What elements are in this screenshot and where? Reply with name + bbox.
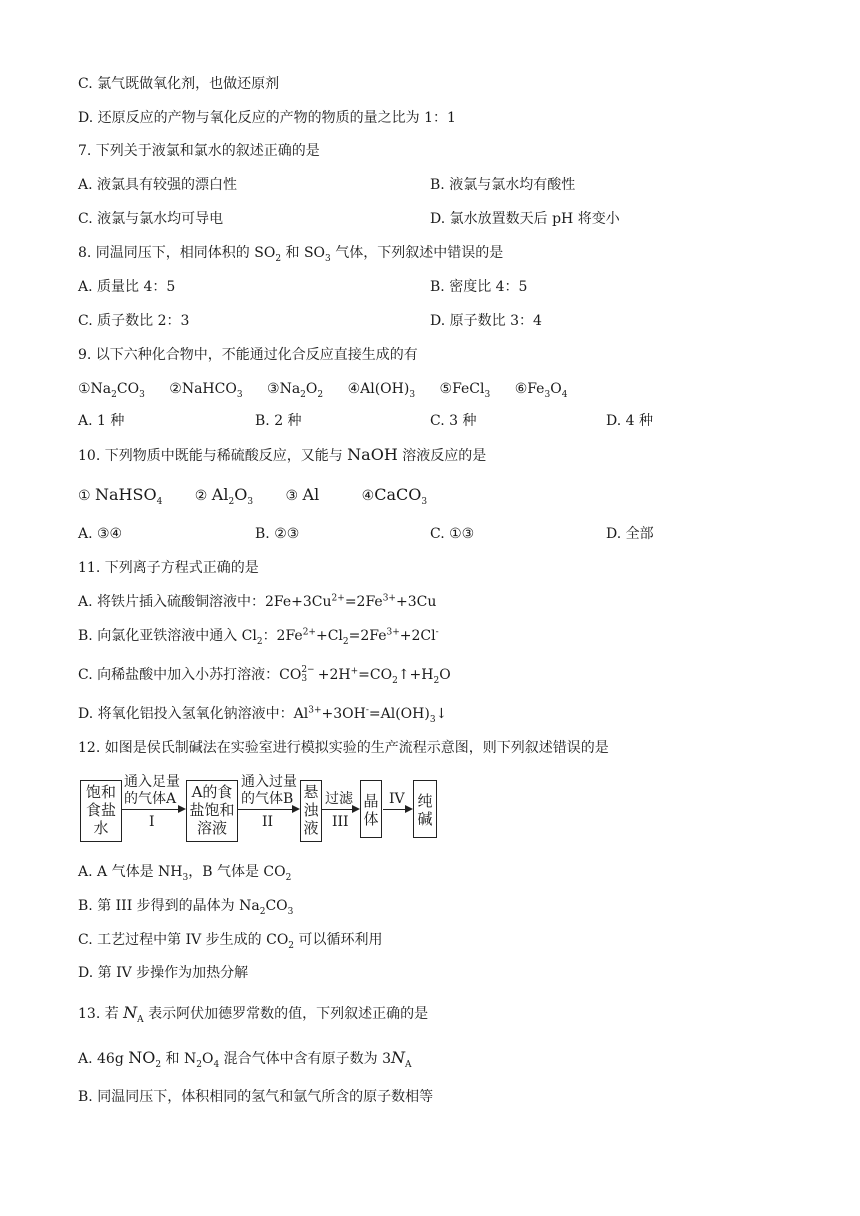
flow-arrow-1 — [122, 809, 184, 810]
q8-stem: 8. 同温同压下，相同体积的 $SO_2$ 和 $SO_3$ 气体，下列叙述中错误的是 — [78, 245, 504, 264]
q10-option-a: A. ③④ — [78, 526, 123, 542]
q7-option-b: B. 液氯与氯水均有酸性 — [430, 177, 576, 193]
q13-stem: 13. 若 $N_A$ 表示阿伏加德罗常数的值，下列叙述正确的是 — [78, 1003, 429, 1025]
flow-label-2a: 通入过量 — [241, 774, 297, 790]
q10-option-c: C. ①③ — [430, 526, 475, 542]
q10-option-d: D. 全部 — [606, 526, 654, 542]
q12-option-a: A. A 气体是 $NH_3$，B 气体是 $CO_2$ — [78, 864, 292, 883]
q9-item-6: $⑥Fe_3O_4$ — [514, 381, 568, 400]
flow-label-2b: 的气体B — [241, 791, 294, 807]
q8-option-d: D. 原子数比 3：4 — [430, 313, 542, 329]
q11-stem: 11. 下列离子方程式正确的是 — [78, 560, 259, 576]
q10-item-2: ② $Al_2O_3$ — [194, 485, 254, 507]
flow-arrow-3 — [322, 809, 358, 810]
q8-option-a: A. 质量比 4：5 — [78, 279, 176, 295]
q7-option-c: C. 液氯与氯水均可导电 — [78, 211, 224, 227]
flow-label-4: IV — [389, 791, 405, 807]
q6-option-c: C. 氯气既做氧化剂，也做还原剂 — [78, 76, 280, 92]
q9-item-3: $③Na_2O_2$ — [267, 381, 324, 400]
flow-label-1b: 的气体A — [124, 791, 177, 807]
flow-box-suspension: 悬 浊 液 — [300, 780, 322, 842]
q10-item-1: ① NaHSO$_4$ — [78, 485, 163, 507]
flow-box-crystal: 晶 体 — [360, 780, 382, 838]
q12-option-c: C. 工艺过程中第 IV 步生成的 $CO_2$ 可以循环利用 — [78, 932, 383, 951]
q9-option-b: B. 2 种 — [255, 413, 302, 429]
flow-box-soda-ash: 纯 碱 — [413, 780, 437, 838]
q7-option-a: A. 液氯具有较强的漂白性 — [78, 177, 238, 193]
q9-item-4: $④Al(OH)_3$ — [347, 381, 416, 400]
q9-item-2: ②NaHCO$_3$ — [169, 381, 243, 400]
q12-option-b: B. 第 III 步得到的晶体为 $Na_2CO_3$ — [78, 898, 294, 917]
q11-option-d: D. 将氧化铝投入氢氧化钠溶液中：$Al^{3+}+3OH^-=Al(OH)_3↓$ — [78, 705, 448, 725]
q12-option-d: D. 第 IV 步操作为加热分解 — [78, 965, 249, 981]
q10-option-b: B. ②③ — [255, 526, 300, 542]
q11-option-c: C. 向稀盐酸中加入小苏打溶液：CO 2− 3 $+2H^+=CO_2↑+H_2O$ — [78, 665, 451, 686]
q13-option-a: A. 46g $NO_2$ 和 $N_2O_4$ 混合气体中含有原子数为 $3N_A$ — [78, 1048, 412, 1070]
q11-option-a: A. 将铁片插入硫酸铜溶液中：$2Fe+3Cu^{2+}=2Fe^{3+}+3Cu$ — [78, 593, 437, 610]
q7-option-d: D. 氯水放置数天后 pH 将变小 — [430, 211, 620, 227]
flow-arrow-4 — [383, 809, 411, 810]
q9-option-d: D. 4 种 — [606, 413, 653, 429]
flow-label-1a: 通入足量 — [124, 774, 180, 790]
q12-flow-diagram — [80, 774, 450, 846]
flow-arrow-2 — [238, 809, 298, 810]
q9-option-a: A. 1 种 — [78, 413, 125, 429]
q9-option-c: C. 3 种 — [430, 413, 477, 429]
flow-step-2: II — [262, 814, 274, 830]
q10-stem: 10. 下列物质中既能与稀硫酸反应，又能与 NaOH 溶液反应的是 — [78, 445, 487, 464]
q10-item-3: ③ Al — [285, 485, 320, 504]
flow-step-3: III — [332, 814, 349, 830]
q9-compound-list — [78, 379, 567, 399]
q9-stem: 9. 以下六种化合物中，不能通过化合反应直接生成的有 — [78, 347, 418, 363]
q6-option-d: D. 还原反应的产物与氧化反应的产物的物质的量之比为 1：1 — [78, 110, 456, 126]
q9-item-5: ⑤FeCl$_3$ — [439, 381, 491, 400]
q9-item-1: $①Na_2CO_3$ — [78, 381, 145, 400]
q11-option-b: B. 向氯化亚铁溶液中通入 $Cl_2$：$2Fe^{2+}+Cl_2=2Fe^{3+}+2Cl^-$ — [78, 627, 439, 647]
q10-item-4: ④CaCO$_3$ — [361, 485, 428, 507]
q13-option-b: B. 同温同压下，体积相同的氢气和氩气所含的原子数相等 — [78, 1089, 434, 1105]
q8-option-c: C. 质子数比 2：3 — [78, 313, 190, 329]
q10-substance-list — [78, 485, 427, 506]
q7-stem: 7. 下列关于液氯和氯水的叙述正确的是 — [78, 143, 320, 159]
flow-step-1: I — [149, 814, 155, 830]
flow-box-brine: 饱和 食盐 水 — [80, 780, 122, 842]
q8-option-b: B. 密度比 4：5 — [430, 279, 528, 295]
flow-label-3: 过滤 — [325, 791, 353, 807]
q12-stem: 12. 如图是侯氏制碱法在实验室进行模拟实验的生产流程示意图，则下列叙述错误的是 — [78, 740, 609, 756]
flow-box-ammonia-brine: A的食 盐饱和 溶液 — [186, 780, 238, 842]
